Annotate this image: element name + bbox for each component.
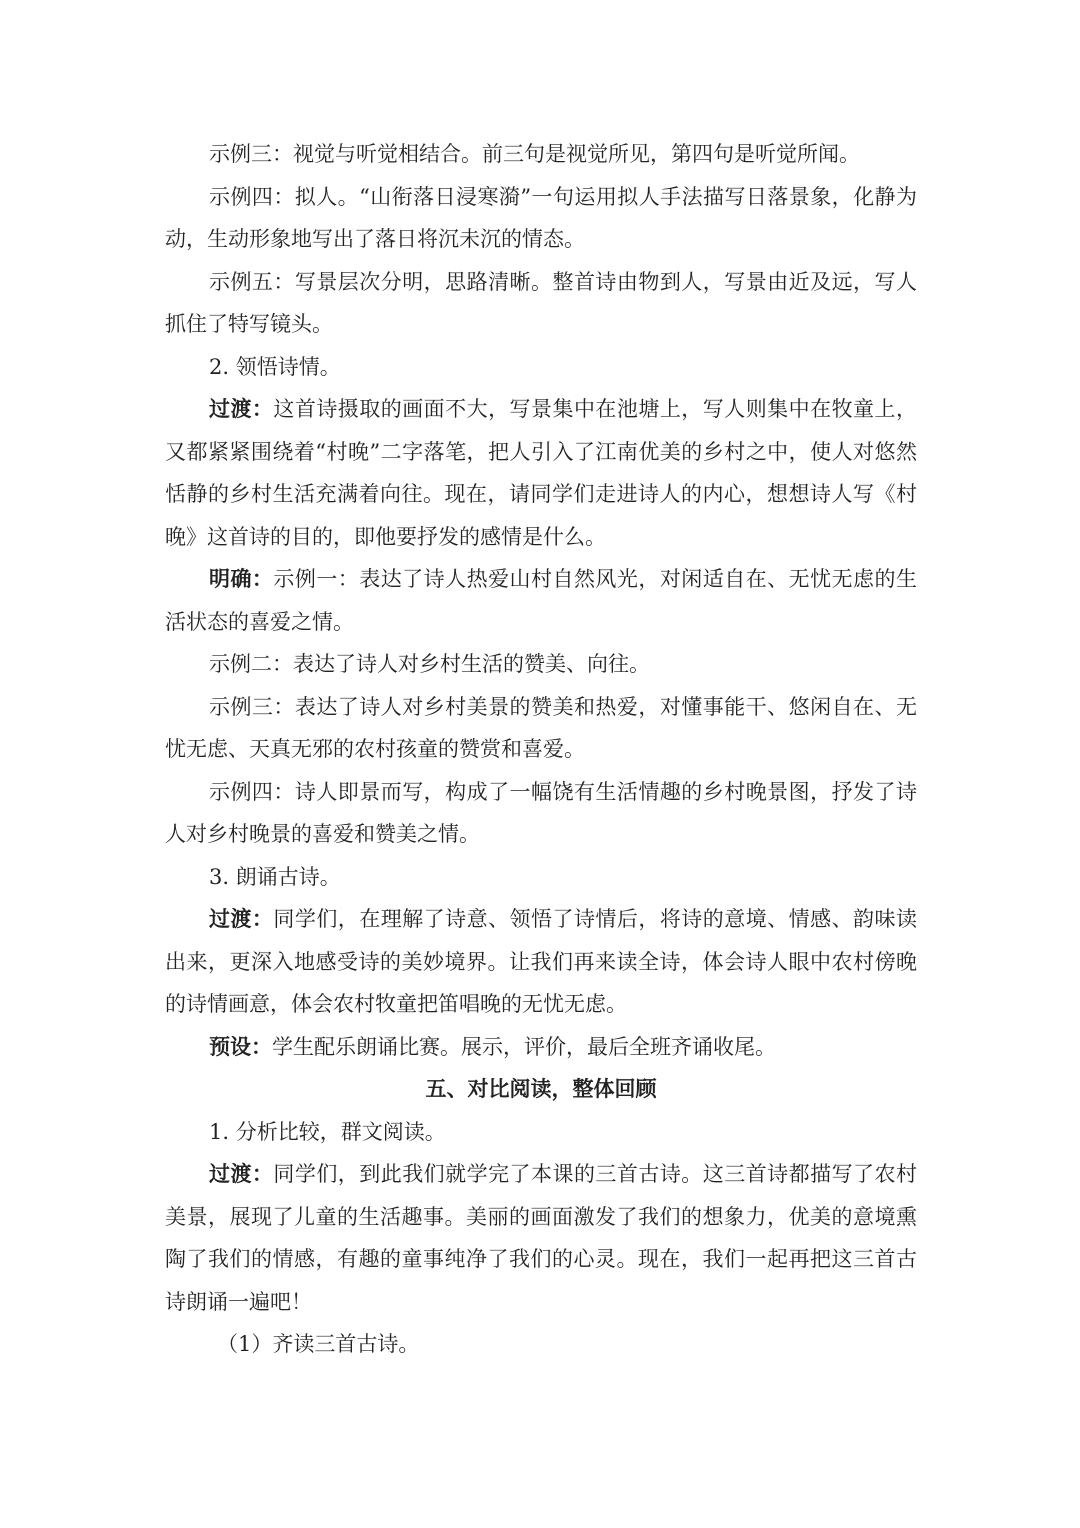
paragraph-step-3	[165, 856, 917, 899]
paragraph-text: 1. 分析比较，群文阅读。	[209, 1119, 446, 1144]
paragraph-example-4	[165, 176, 917, 261]
paragraph-text: 这首诗摄取的画面不大，写景集中在池塘上，写人则集中在牧童上，又都紧紧围绕着“村晚”二字落笔，把人引入了江南优美的乡村之中，使人对悠然恬静的乡村生活充满着向往。现在，请同学们走进诗人的内心，想想诗人写《村晚》这首诗的目的，即他要抒发的感情是什么。	[165, 397, 917, 549]
section-heading: 五、对比阅读，整体回顾	[425, 1076, 657, 1101]
paragraph-preset	[165, 1026, 917, 1069]
paragraph-text: 示例五：写景层次分明，思路清晰。整首诗由物到人，写景由近及远，写人抓住了特写镜头。	[165, 269, 917, 336]
paragraph-example-3	[165, 133, 917, 176]
paragraph-example-5	[165, 261, 917, 346]
paragraph-text: 同学们，在理解了诗意、领悟了诗情后，将诗的意境、情感、韵味读出来，更深入地感受诗的美妙境界。让我们再来读全诗，体会诗人眼中农村傍晚的诗情画意，体会农村牧童把笛唱晚的无忧无虑。	[165, 907, 917, 1016]
paragraph-example-2b	[165, 643, 917, 686]
paragraph-lead: 过渡：	[209, 906, 274, 931]
paragraph-text: 示例四：拟人。“山衔落日浸寒漪”一句运用拟人手法描写日落景象，化静为动，生动形象地写出了落日将沉未沉的情态。	[165, 184, 917, 251]
paragraph-step-2	[165, 346, 917, 389]
paragraph-text: 示例三：视觉与听觉相结合。前三句是视觉所见，第四句是听觉所闻。	[209, 142, 860, 166]
paragraph-clarify	[165, 558, 917, 643]
paragraph-text: 3. 朗诵古诗。	[209, 864, 341, 889]
paragraph-lead: 明确：	[209, 566, 274, 591]
paragraph-lead: 过渡：	[209, 1161, 274, 1186]
paragraph-text: 学生配乐朗诵比赛。展示，评价，最后全班齐诵收尾。	[272, 1034, 776, 1059]
paragraph-text: （1）齐读三首古诗。	[217, 1332, 420, 1356]
paragraph-lead: 过渡：	[209, 396, 274, 421]
paragraph-text: 示例一：表达了诗人热爱山村自然风光，对闲适自在、无忧无虑的生活状态的喜爱之情。	[165, 567, 917, 634]
paragraph-text: 示例三：表达了诗人对乡村美景的赞美和热爱，对懂事能干、悠闲自在、无忧无虑、天真无邪的农村孩童的赞赏和喜爱。	[165, 694, 917, 761]
paragraph-text: 2. 领悟诗情。	[209, 354, 341, 379]
paragraph-substep-1	[165, 1323, 917, 1366]
paragraph-lead: 预设：	[209, 1033, 272, 1059]
paragraph-step-1	[165, 1111, 917, 1154]
paragraph-text: 示例二：表达了诗人对乡村生活的赞美、向往。	[209, 652, 650, 676]
paragraph-transition-1	[165, 388, 917, 558]
paragraph-transition-3	[165, 1153, 917, 1323]
paragraph-text: 同学们，到此我们就学完了本课的三首古诗。这三首诗都描写了农村美景，展现了儿童的生活趣事。美丽的画面激发了我们的想象力，优美的意境熏陶了我们的情感，有趣的童事纯净了我们的心灵。现在，我们一起再把这三首古诗朗诵一遍吧！	[165, 1162, 917, 1314]
paragraph-example-4b	[165, 771, 917, 856]
paragraph-example-3b	[165, 686, 917, 771]
document-body	[165, 133, 917, 1366]
paragraph-transition-2	[165, 898, 917, 1026]
paragraph-text: 示例四：诗人即景而写，构成了一幅饶有生活情趣的乡村晚景图，抒发了诗人对乡村晚景的喜爱和赞美之情。	[165, 779, 917, 846]
